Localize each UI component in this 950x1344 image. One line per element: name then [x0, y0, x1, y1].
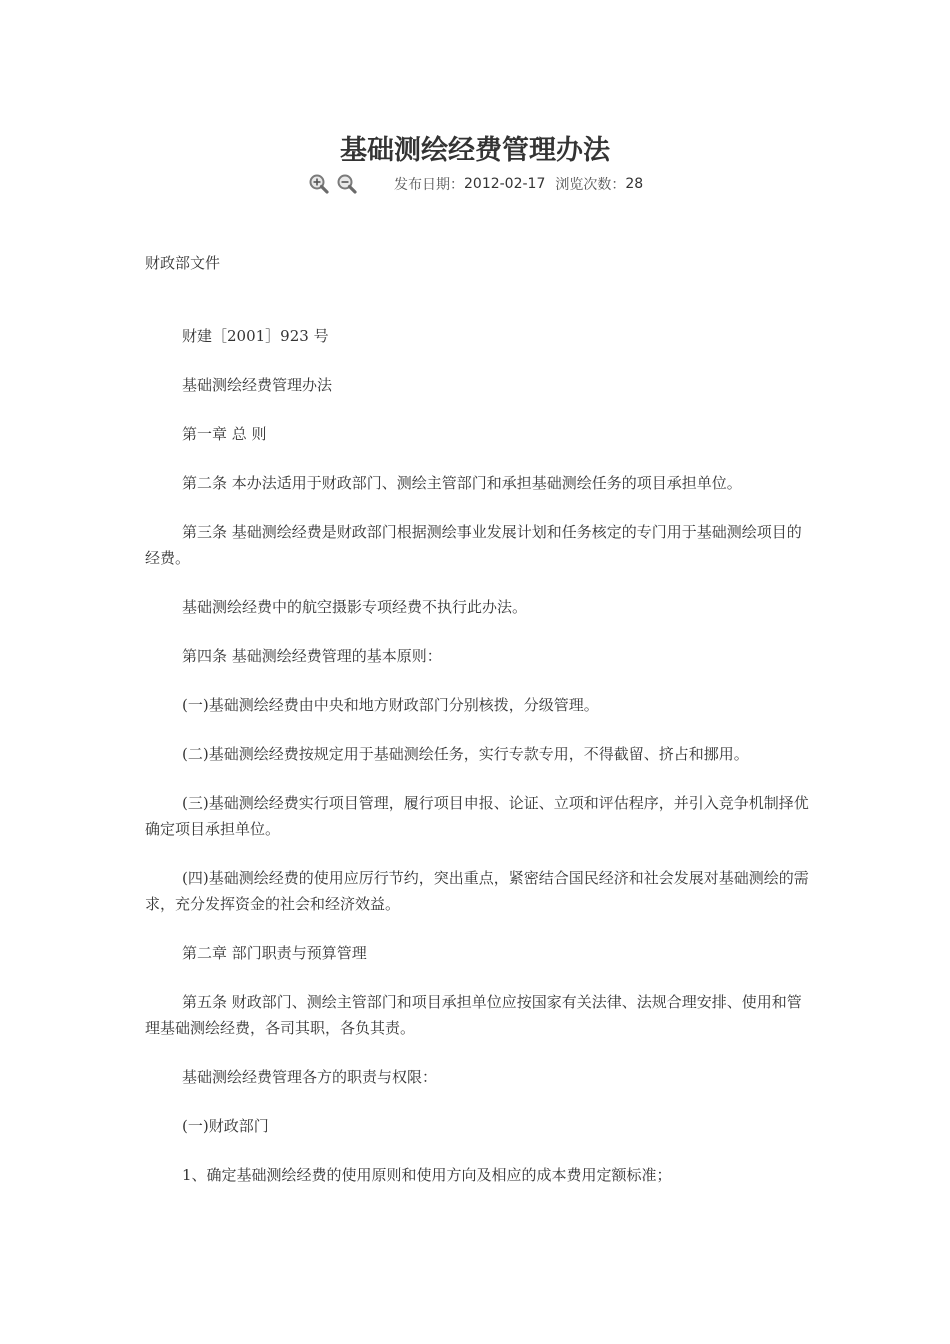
article-paragraph: 第四条 基础测绘经费管理的基本原则： — [182, 647, 442, 665]
document-header: 财政部文件 — [145, 254, 221, 272]
views-label: 浏览次数： — [555, 177, 626, 193]
chapter-heading: 第一章 总 则 — [182, 425, 267, 443]
document-number: 财建［2001］923 号 — [182, 327, 329, 345]
zoom-out-icon — [336, 173, 358, 195]
article-paragraph: 第五条 财政部门、测绘主管部门和项目承担单位应按国家有关法律、法规合理安排、使用和管理基础测绘经费，各司其职，各负其责。 — [145, 993, 802, 1037]
date-value: 2012-02-17 — [464, 176, 546, 192]
list-item: (一)基础测绘经费由中央和地方财政部门分别核拨，分级管理。 — [182, 696, 599, 714]
article-paragraph: 基础测绘经费管理各方的职责与权限： — [182, 1068, 438, 1086]
list-item: (四)基础测绘经费的使用应厉行节约，突出重点，紧密结合国民经济和社会发展对基础测绘的需求，充分发挥资金的社会和经济效益。 — [145, 869, 809, 913]
zoom-in-icon — [308, 173, 330, 195]
zoom-in-button[interactable] — [308, 173, 330, 195]
date-label: 发布日期： — [394, 177, 464, 193]
zoom-out-button[interactable] — [336, 173, 358, 195]
chapter-heading: 第二章 部门职责与预算管理 — [182, 944, 367, 962]
list-item: (三)基础测绘经费实行项目管理，履行项目申报、论证、立项和评估程序，并引入竞争机制择优确定项目承担单位。 — [145, 794, 809, 838]
list-item: (二)基础测绘经费按规定用于基础测绘任务，实行专款专用，不得截留、挤占和挪用。 — [182, 745, 749, 763]
article-paragraph: 第二条 本办法适用于财政部门、测绘主管部门和承担基础测绘任务的项目承担单位。 — [182, 474, 742, 492]
list-item: 1、确定基础测绘经费的使用原则和使用方向及相应的成本费用定额标准； — [182, 1166, 672, 1184]
list-item: (一)财政部门 — [182, 1117, 269, 1135]
article-body — [145, 250, 810, 1211]
views-value: 28 — [625, 176, 644, 192]
document-subtitle: 基础测绘经费管理办法 — [182, 376, 333, 394]
article-meta — [308, 172, 643, 196]
article-paragraph: 基础测绘经费中的航空摄影专项经费不执行此办法。 — [182, 598, 528, 616]
page-title: 基础测绘经费管理办法 — [340, 135, 610, 166]
article-paragraph: 第三条 基础测绘经费是财政部门根据测绘事业发展计划和任务核定的专门用于基础测绘项目的经费。 — [145, 523, 802, 567]
